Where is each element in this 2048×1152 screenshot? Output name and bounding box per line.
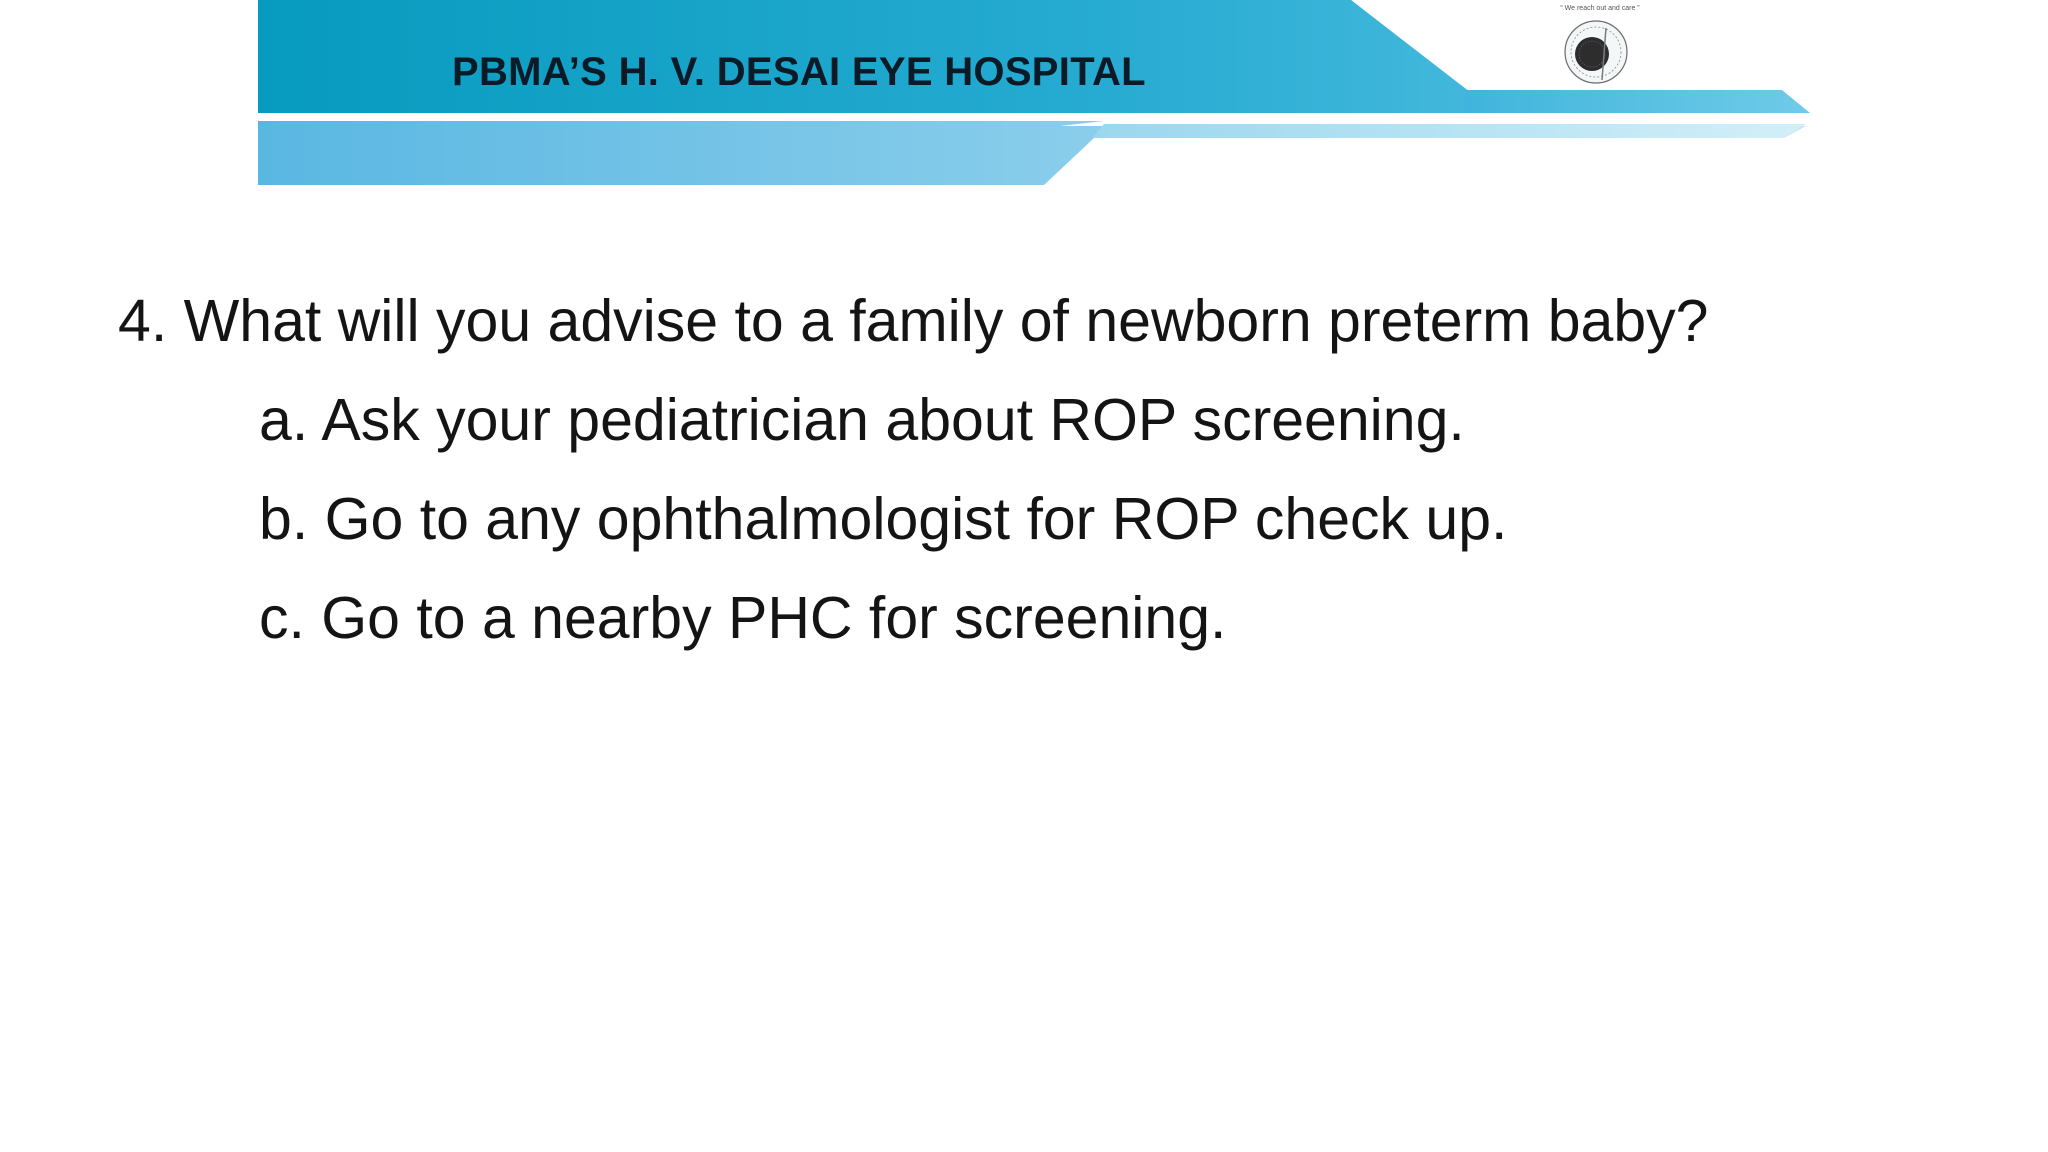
option-b: b. Go to any ophthalmologist for ROP check up. bbox=[259, 486, 1508, 552]
banner-lower-strip bbox=[1092, 124, 1806, 138]
option-a: a. Ask your pediatrician about ROP screening. bbox=[259, 387, 1465, 453]
logo-tagline: “ We reach out and care ” bbox=[1560, 5, 1640, 12]
header-banner bbox=[0, 0, 2048, 200]
question-text: 4. What will you advise to a family of newborn preterm baby? bbox=[118, 288, 1709, 354]
question-block bbox=[118, 282, 1708, 657]
option-c: c. Go to a nearby PHC for screening. bbox=[259, 585, 1227, 651]
hospital-title: PBMA’S H. V. DESAI EYE HOSPITAL bbox=[452, 50, 1146, 94]
association-logo-icon bbox=[1540, 0, 1660, 96]
